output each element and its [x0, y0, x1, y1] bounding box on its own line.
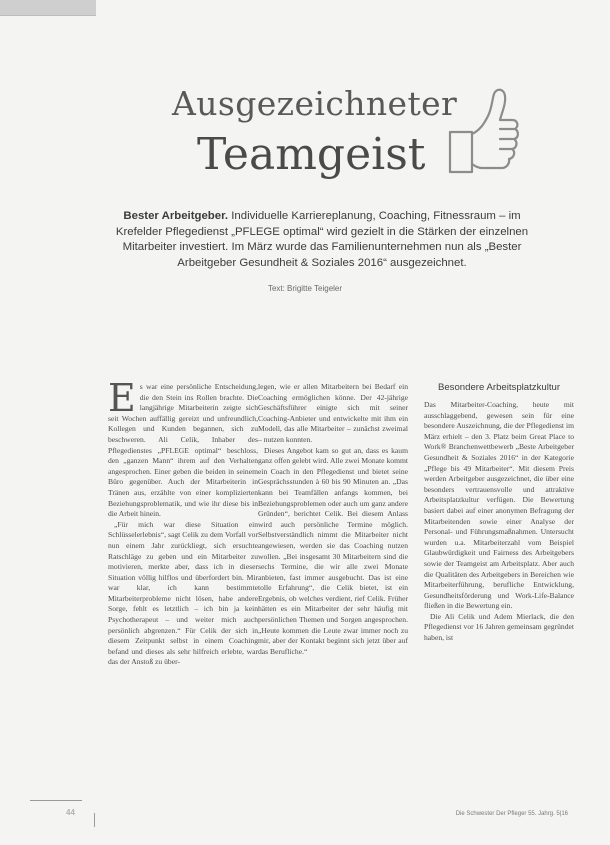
footer-rule [30, 800, 82, 801]
corner-tab [0, 0, 96, 16]
body-paragraph [108, 376, 258, 520]
body-paragraph: Die Ali Celik und Adem Mierlack, die den Pflegedienst vor 16 Jahren gemeinsam gegründet haben, ist [424, 611, 574, 643]
section-heading: Besondere Arbeitsplatzkultur [437, 382, 561, 393]
byline: Text: Brigitte Teigeler [267, 284, 343, 293]
drop-cap: E [108, 376, 136, 420]
page-number-text: 44 [66, 808, 75, 816]
lead-kicker: Bester Arbeitgeber. [123, 210, 229, 222]
body-column-1 [108, 376, 258, 668]
body-paragraph: „Für mich war diese Situation ein Schlüsselerlebnis“, sagt Celik zu dem Vorfall vor nun einem Jahr zurückliegt, sich ersuchte Ratschläge zu geben und ein Mitarbeiter zu motivieren, merkte aber, dass ich in dieser Situation völlig hilflos und überfordert bin. Mir war klar, ich kann bestimmte Mitarbeiterprobleme nicht lösen, habe andere Sorge, fehlt es letztlich – ich bin ja kein Psychotherapeut – und weiter mich auch persönlich abgrenzen.“ Für Celik der sich in diesem Zeitpunkt selbst in einem Coaching befand und dieses als sehr hilfreich erlebte, war das der Anstoß zu über- [108, 519, 258, 667]
page-number [66, 808, 82, 816]
body-paragraph: legen, wie er allen Mitarbeitern bei Bedarf ein Coaching ermöglichen könne. Der 42-jährige Geschäftsführer einigte sich mit seiner Coaching-Anbieter und entwickelte mit ihm ein Modell, das alle Mitarbeiter – zunächst zweimal – nutzen konnten. [258, 382, 408, 444]
lead-paragraph [112, 209, 532, 271]
gutter-tick [94, 813, 95, 827]
title-line-2: Teamgeist [197, 129, 426, 180]
body-column-2 [258, 382, 408, 657]
body-paragraph: Das Mitarbeiter-Coaching, heute mit ausschlaggebend, gewesen sein für eine besondere Auszeichnung, die der Pflegedienst im März erhielt – den 3. Platz beim Great Place to Work® Branchenwettbewerb „Beste Arbeitgeber Gesundheit & Soziales 2016“ in der Kategorie „Pflege bis 49 Mitarbeiter“. Mit diesem Preis werden Arbeitgeber ausgezeichnet, die über eine besonders vertrauensvolle und attraktive Arbeitsplatzkultur verfügen. Die Bewertung basiert dabei auf einer anonymen Befragung der Mitarbeitenden sowie einer Analyse der Personal- und Führungsmaßnahmen. Untersucht wurden u.a. Mitarbeiterzahl vom Beispiel Glaubwürdigkeit und Fairness des Arbeitgebers sowie der Teamgeist am Arbeitsplatz. Aber auch die Qualitäten des Arbeitgebers in Bereichen wie Mitarbeiterführung, berufliche Entwicklung, Gesundheitsförderung und Work-Life-Balance fließen in die Bewertung ein. [424, 400, 574, 611]
title-line-1: Ausgezeichneter [172, 84, 458, 123]
paragraph-text: s war eine persönliche Entscheidung, die den Stein ins Rollen brachte. Die langjährige Mitarbeiterin zeigte sich seit Wochen auffällig gereizt und unfreundlich, Kollegen und Kunden begannen, sich zu beschweren. Ali Celik, Inhaber des Pflegedienstes „PFLEGE optimal“ beschloss, den „ganzen Mann“ ihrem auf den Verhalten angesprochen. Einer geben die beiden in seinem Büro gegenüber. Auch der Mitarbeiterin in Tränen aus, erzählte von einer komplizierten Beziehungsproblematik, und wie ihr diese bis in die Arbeit hinein. [108, 382, 258, 519]
lead-text: Individuelle Karriereplanung, Coaching, Fitnessraum – im Krefelder Pflegedienst „PFLEGE optimal“ wird gezielt in die Stärken der einzelnen Mitarbeiter investiert. Im März wurde das Familienunternehmen nun als „Bester Arbeitgeber Gesundheit & Soziales 2016“ ausgezeichnet. [115, 210, 529, 269]
thumbs-up-icon [442, 72, 520, 182]
running-footer: Die Schwester Der Pfleger 55. Jahrg. 5|16 [455, 811, 568, 817]
body-column-3 [424, 382, 574, 644]
body-paragraph: Dieses Angebot kam so gut an, dass es kaum ganz offen gelebt wird. Alle zwei Monate kommt ein Coach in den Pflegedienst und bietet seine Gesprächsstunden à 60 bis 90 Minuten an. „Das kann bei Teamfällen anfangs kommen, bei Beziehungsproblemen oder auch um ganz andere Gründen“, berichtet Celik. Bei diesem Anlass wird auch persönliche Termine möglich. Selbstverständlich nimmt die Mitarbeiter nicht angewiesen, werden sie das Coaching nutzen wollen. „Bei insgesamt 30 Mitarbeitern sind die sechs Termine, die wir alle zwei Monate anbieten, fast immer ausgebucht. Das ist eine tolle Erfahrung“, die Celik bietet, ist ein Ergebnis, ob welches verdient, rief Celik. Früher hätten es ein Mitarbeiter der sehr häufig mit persönlichen Themen und Sorgen angesprochen. „Heute kommen die Leute zwar immer noch zu mir, aber der Kontakt beginnt sich jetzt über auf das Berufliche.“ [258, 445, 408, 656]
